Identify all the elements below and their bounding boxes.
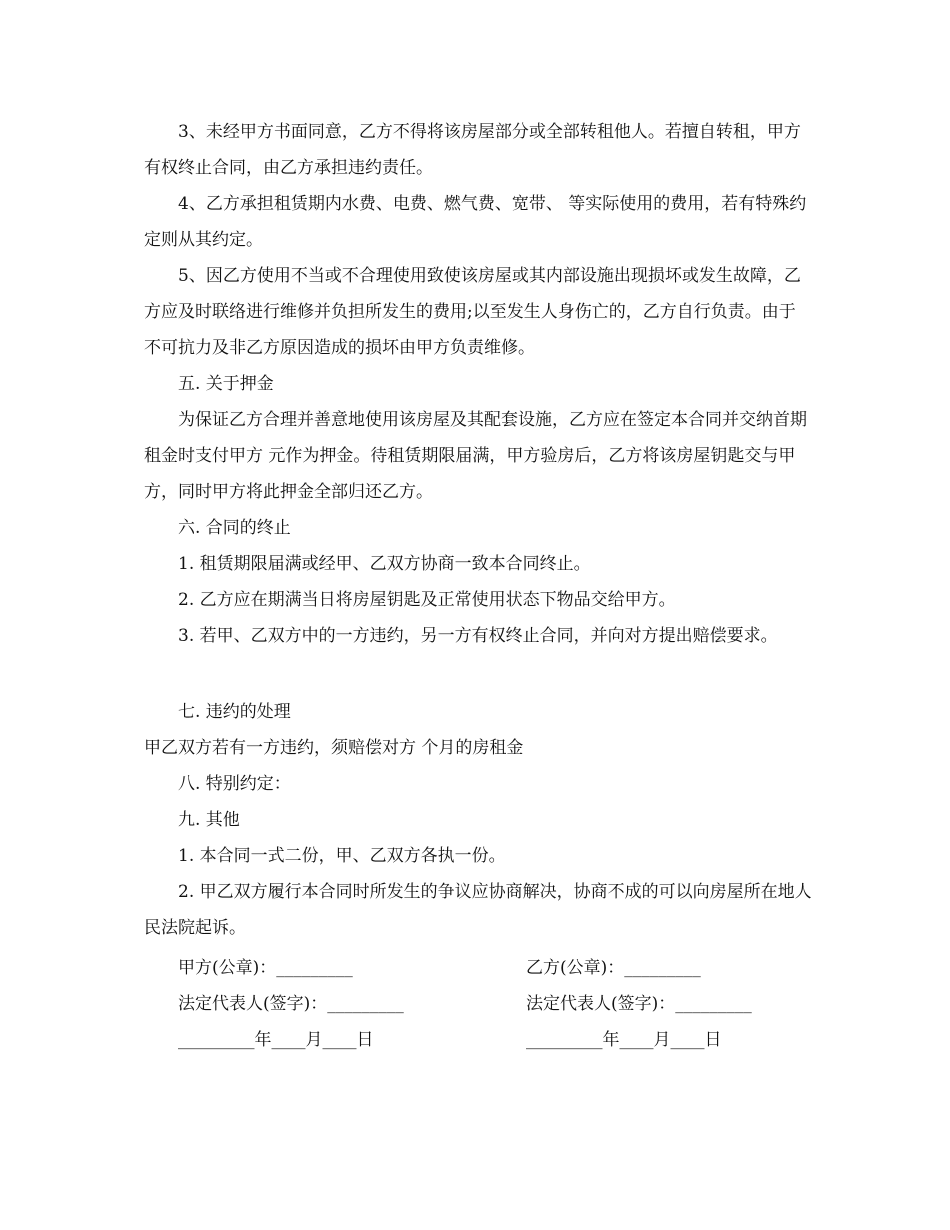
section-6-item-2: 2. 乙方应在期满当日将房屋钥匙及正常使用状态下物品交给甲方。 [178,590,676,610]
party-a-date-line: _________年____月____日 [178,1030,374,1050]
clause-5-damage: 5、因乙方使用不当或不合理使用致使该房屋或其内部设施出现损坏或发生故障，乙方应及时联络进行维修并负担所发生的费用;以至发生人身伤亡的，乙方自行负责。由于不可抗力及非乙方原因造成的损坏由甲方负责维修。 [144,266,801,358]
section-9-item-2: 2. 甲乙双方履行本合同时所发生的争议应协商解决，协商不成的可以向房屋所在地人民法院起诉。 [144,882,812,938]
section-7-title: 七. 违约的处理 [178,702,291,722]
section-9-title: 九. 其他 [178,810,240,830]
party-b-seal-line: 乙方(公章)：_________ [526,958,701,978]
section-5-title: 五. 关于押金 [178,374,274,394]
section-6-item-1: 1. 租赁期限届满或经甲、乙双方协商一致本合同终止。 [178,554,591,574]
clause-3-sublease: 3、未经甲方书面同意，乙方不得将该房屋部分或全部转租他人。若擅自转租，甲方有权终止合同，由乙方承担违约责任。 [144,122,801,178]
section-7-body: 甲乙双方若有一方违约，须赔偿对方 个月的房租金 [144,738,524,758]
clause-4-utilities: 4、乙方承担租赁期内水费、电费、燃气费、宽带、 等实际使用的费用，若有特殊约定则从其约定。 [144,194,807,250]
party-b-representative-line: 法定代表人(签字)：_________ [526,994,752,1014]
party-a-representative-line: 法定代表人(签字)：_________ [178,994,404,1014]
section-6-item-3: 3. 若甲、乙双方中的一方违约，另一方有权终止合同，并向对方提出赔偿要求。 [178,626,778,646]
section-9-item-1: 1. 本合同一式二份，甲、乙双方各执一份。 [178,846,506,866]
section-6-title: 六. 合同的终止 [178,518,291,538]
party-b-date-line: _________年____月____日 [526,1030,722,1050]
section-8-title: 八. 特别约定： [178,774,291,794]
section-5-body: 为保证乙方合理并善意地使用该房屋及其配套设施，乙方应在签定本合同并交纳首期租金时支付甲方 元作为押金。待租赁期限届满，甲方验房后，乙方将该房屋钥匙交与甲方，同时甲方将此押金全部归还乙方。 [144,410,807,502]
party-a-seal-line: 甲方(公章)：_________ [178,958,353,978]
